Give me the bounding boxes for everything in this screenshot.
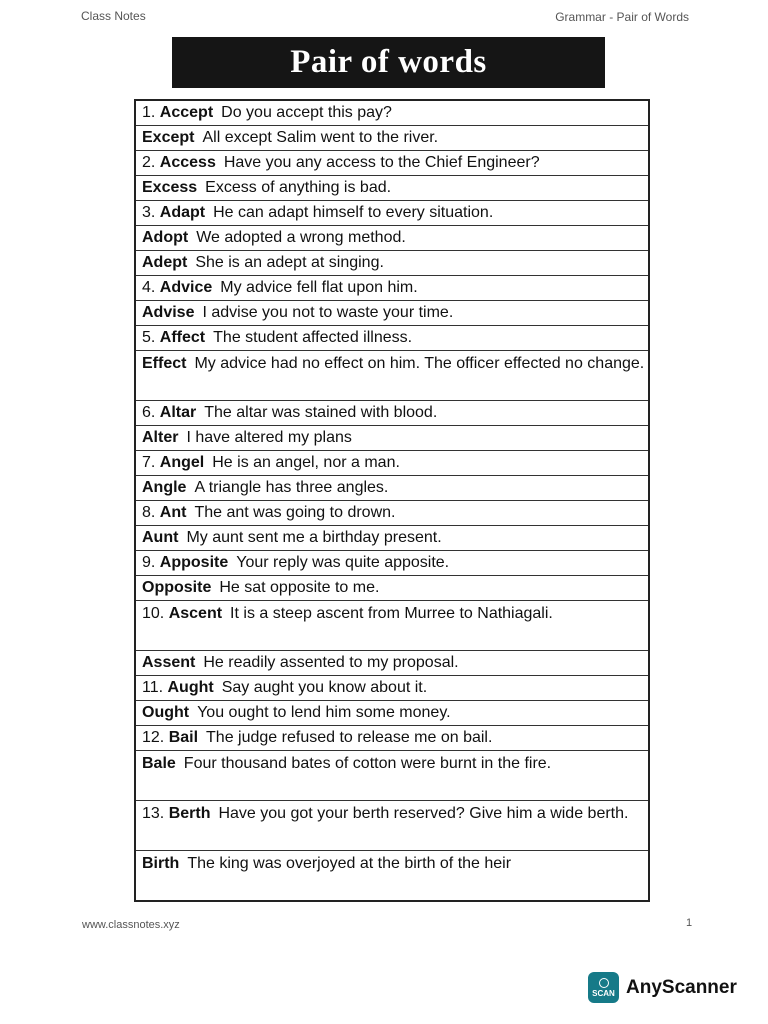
scan-lens-icon [599, 978, 609, 988]
row-sentence: Say aught you know about it. [221, 679, 428, 696]
table-row [136, 101, 648, 126]
table-row [136, 476, 648, 501]
table-row [136, 326, 648, 351]
table-row [136, 251, 648, 276]
row-number: 2. [142, 154, 160, 171]
row-sentence: Excess of anything is bad. [205, 179, 392, 196]
row-number: 3. [142, 204, 160, 221]
row-word: Aught [167, 679, 214, 696]
row-number: 13. [142, 805, 169, 822]
row-sentence: The student affected illness. [213, 329, 413, 346]
table-row [136, 226, 648, 251]
row-sentence: The king was overjoyed at the birth of the heir [187, 855, 512, 872]
scan-app-icon [588, 972, 619, 1003]
row-sentence: My advice fell flat upon him. [220, 279, 418, 296]
table-row [136, 201, 648, 226]
row-sentence: The altar was stained with blood. [204, 404, 438, 421]
row-word: Ought [142, 704, 190, 721]
table-row [136, 126, 648, 151]
table-row [136, 451, 648, 476]
row-number: 7. [142, 454, 160, 471]
row-word: Apposite [159, 554, 229, 571]
header-left-text: Class Notes [81, 9, 146, 23]
row-sentence: We adopted a wrong method. [196, 229, 406, 246]
row-sentence: He can adapt himself to every situation. [213, 204, 494, 221]
row-word: Adapt [159, 204, 206, 221]
table-row [136, 576, 648, 601]
row-word: Adopt [142, 229, 189, 246]
row-number: 5. [142, 329, 160, 346]
table-row [136, 601, 648, 651]
word-pairs-table [134, 99, 650, 902]
table-row [136, 851, 648, 900]
row-word: Excess [142, 179, 198, 196]
row-word: Angle [142, 479, 187, 496]
table-row [136, 276, 648, 301]
row-number: 1. [142, 104, 160, 121]
row-sentence: The judge refused to release me on bail. [206, 729, 493, 746]
row-sentence: A triangle has three angles. [194, 479, 389, 496]
header-right-text: Grammar - Pair of Words [555, 10, 689, 24]
row-word: Effect [142, 355, 187, 372]
anyscanner-watermark [588, 972, 737, 1003]
table-row [136, 301, 648, 326]
row-word: Affect [159, 329, 206, 346]
row-sentence: Have you got your berth reserved? Give him a wide berth. [218, 805, 629, 822]
table-row [136, 401, 648, 426]
table-row [136, 701, 648, 726]
scan-icon-label: SCAN [592, 988, 615, 998]
row-word: Bale [142, 755, 176, 772]
row-sentence: Your reply was quite apposite. [236, 554, 450, 571]
row-number: 11. [142, 679, 168, 696]
table-row [136, 551, 648, 576]
table-row [136, 801, 648, 851]
table-row [136, 651, 648, 676]
row-word: Ant [159, 504, 187, 521]
table-row [136, 151, 648, 176]
table-row [136, 501, 648, 526]
row-sentence: Do you accept this pay? [221, 104, 392, 121]
row-sentence: He is an angel, nor a man. [212, 454, 400, 471]
row-sentence: I have altered my plans [186, 429, 352, 446]
row-word: Accept [159, 104, 214, 121]
row-sentence: It is a steep ascent from Murree to Nathiagali. [230, 605, 553, 622]
row-word: Angel [159, 454, 205, 471]
row-sentence: He sat opposite to me. [219, 579, 380, 596]
row-word: Altar [159, 404, 197, 421]
table-row [136, 351, 648, 401]
row-sentence: Four thousand bates of cotton were burnt in the fire. [183, 755, 552, 772]
table-row [136, 751, 648, 801]
row-sentence: You ought to lend him some money. [197, 704, 451, 721]
row-sentence: Have you any access to the Chief Engineer? [223, 154, 540, 171]
page-number: 1 [686, 917, 693, 929]
row-sentence: She is an adept at singing. [195, 254, 384, 271]
row-sentence: My advice had no effect on him. The officer effected no change. [194, 355, 645, 372]
row-sentence: My aunt sent me a birthday present. [186, 529, 442, 546]
table-row [136, 176, 648, 201]
row-word: Berth [168, 805, 211, 822]
row-number: 10. [142, 605, 169, 622]
row-word: Assent [142, 654, 196, 671]
row-word: Advise [142, 304, 195, 321]
table-row [136, 726, 648, 751]
title-banner [172, 37, 605, 88]
row-word: Advice [159, 279, 213, 296]
row-word: Adept [142, 254, 188, 271]
footer-website: www.classnotes.xyz [82, 919, 180, 931]
row-word: Except [142, 129, 195, 146]
row-word: Birth [142, 855, 180, 872]
row-word: Alter [142, 429, 179, 446]
row-number: 8. [142, 504, 160, 521]
row-sentence: I advise you not to waste your time. [202, 304, 454, 321]
row-word: Access [159, 154, 216, 171]
table-row [136, 676, 648, 701]
row-word: Bail [168, 729, 199, 746]
row-number: 4. [142, 279, 160, 296]
row-number: 6. [142, 404, 160, 421]
row-number: 12. [142, 729, 169, 746]
row-sentence: He readily assented to my proposal. [203, 654, 459, 671]
page-title: Pair of words [290, 44, 487, 80]
table-row [136, 426, 648, 451]
row-sentence: All except Salim went to the river. [202, 129, 439, 146]
row-word: Ascent [168, 605, 223, 622]
brand-name: AnyScanner [626, 976, 737, 998]
row-word: Opposite [142, 579, 212, 596]
row-number: 9. [142, 554, 160, 571]
row-word: Aunt [142, 529, 179, 546]
row-sentence: The ant was going to drown. [194, 504, 396, 521]
table-row [136, 526, 648, 551]
